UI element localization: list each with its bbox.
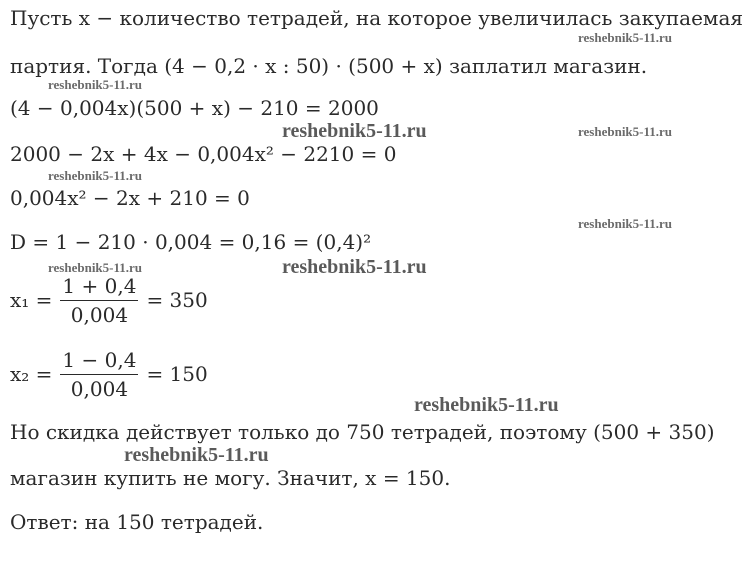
equation-line-3: (4 − 0,004x)(500 + x) − 210 = 2000 xyxy=(10,96,379,120)
equation-line-5: 0,004x² − 2x + 210 = 0 xyxy=(10,186,250,210)
text-line-9: Но скидка действует только до 750 тетрадей, поэтому (500 + 350) xyxy=(10,420,715,444)
root-x1-lhs: x₁ = xyxy=(10,288,53,312)
discriminant-line: D = 1 − 210 · 0,004 = 0,16 = (0,4)² xyxy=(10,230,372,254)
watermark: reshebnik5-11.ru xyxy=(282,120,427,142)
watermark: reshebnik5-11.ru xyxy=(124,444,269,466)
answer-line: Ответ: на 150 тетрадей. xyxy=(10,510,264,534)
root-x2-numerator: 1 − 0,4 xyxy=(62,347,137,372)
root-x1-numerator: 1 + 0,4 xyxy=(62,273,137,298)
root-x1-fraction xyxy=(60,274,138,327)
root-x2-denominator: 0,004 xyxy=(70,376,129,401)
equation-line-4: 2000 − 2x + 4x − 0,004x² − 2210 = 0 xyxy=(10,142,397,166)
root-x2-line xyxy=(10,344,208,404)
root-x1-line xyxy=(10,270,208,330)
watermark: reshebnik5-11.ru xyxy=(578,124,673,139)
watermark: reshebnik5-11.ru xyxy=(414,394,559,416)
root-x1-denominator: 0,004 xyxy=(70,302,129,327)
root-x2-lhs: x₂ = xyxy=(10,362,53,386)
text-line-2: партия. Тогда (4 − 0,2 · x : 50) · (500 + x) заплатил магазин. xyxy=(10,54,648,78)
root-x2-rhs: = 150 xyxy=(146,362,208,386)
text-line-10: магазин купить не могу. Значит, x = 150. xyxy=(10,466,451,490)
watermark: reshebnik5-11.ru xyxy=(48,168,143,183)
watermark: reshebnik5-11.ru xyxy=(48,77,143,92)
watermark: reshebnik5-11.ru xyxy=(48,260,143,275)
watermark: reshebnik5-11.ru xyxy=(282,256,427,278)
text-line-1: Пусть x − количество тетрадей, на которое увеличилась закупаемая xyxy=(10,6,744,30)
watermark: reshebnik5-11.ru xyxy=(578,216,673,231)
root-x2-fraction xyxy=(60,348,138,401)
root-x1-rhs: = 350 xyxy=(146,288,208,312)
watermark: reshebnik5-11.ru xyxy=(578,30,673,45)
